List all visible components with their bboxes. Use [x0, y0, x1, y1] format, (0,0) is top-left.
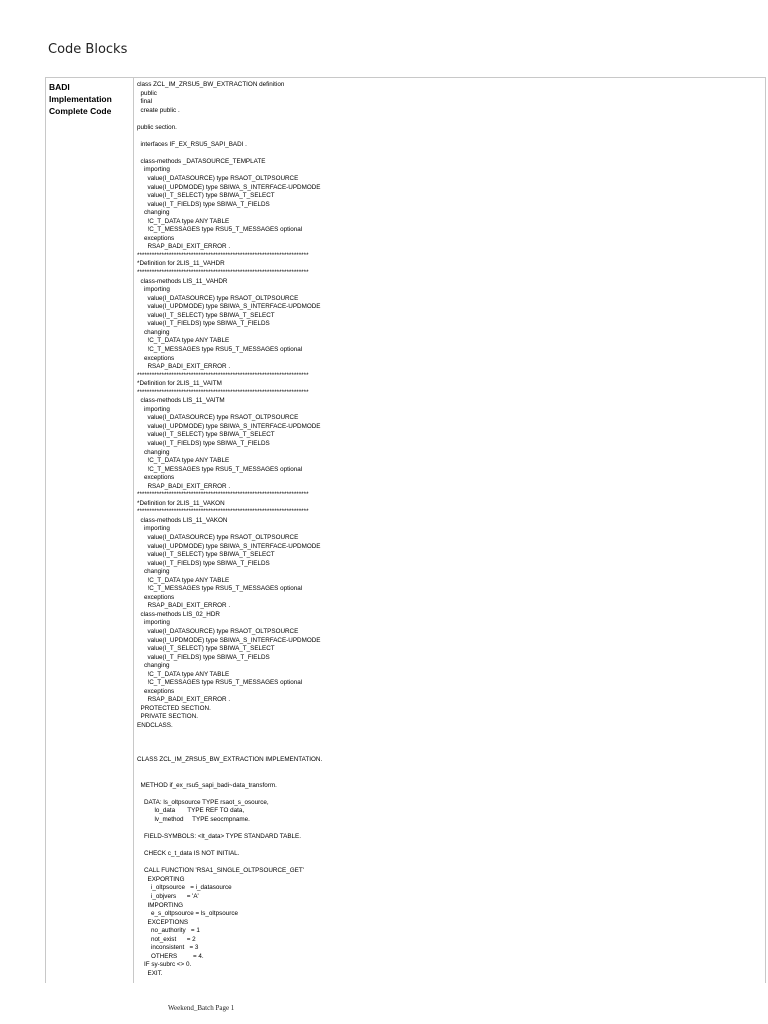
section-label: BADI Implementation Complete Code: [49, 82, 112, 116]
page-title: Code Blocks: [48, 42, 128, 57]
code-block: class ZCL_IM_ZRSU5_BW_EXTRACTION definition public final create public . public section. interfaces IF_EX_RSU5_SAPI_BADI . class-methods _DATASOURCE_TEMPLATE importing value(I_DATASOURCE) type RSAOT_OLTPSOURCE value(I_UPDMODE) type SBIWA_S_INTERFACE-UPDMODE value(I_T_SELECT) type SBIWA_T_SELECT value(I_T_FIELDS) type SBIWA_T_FIELDS changing !C_T_DATA type ANY TABLE !C_T_MESSAGES type RSU5_T_MESSAGES optional exceptions RSAP_BADI_EXIT_ERROR . ********************************************************************** *Definition for 2LIS_11_VAHDR ********************************************************************** class-methods LIS_11_VAHDR importing value(I_DATASOURCE) type RSAOT_OLTPSOURCE value(I_UPDMODE) type SBIWA_S_INTERFACE-UPDMODE value(I_T_SELECT) type SBIWA_T_SELECT value(I_T_FIELDS) type SBIWA_T_FIELDS changing !C_T_DATA type ANY TABLE !C_T_MESSAGES type RSU5_T_MESSAGES optional exceptions RSAP_BADI_EXIT_ERROR . ********************************************************************** *Definition for 2LIS_11_VAITM ********************************************************************** class-methods LIS_11_VAITM importing value(I_DATASOURCE) type RSAOT_OLTPSOURCE value(I_UPDMODE) type SBIWA_S_INTERFACE-UPDMODE value(I_T_SELECT) type SBIWA_T_SELECT value(I_T_FIELDS) type SBIWA_T_FIELDS changing !C_T_DATA type ANY TABLE !C_T_MESSAGES type RSU5_T_MESSAGES optional exceptions RSAP_BADI_EXIT_ERROR . ********************************************************************** *Definition for 2LIS_11_VAKON ********************************************************************** class-methods LIS_11_VAKON importing value(I_DATASOURCE) type RSAOT_OLTPSOURCE value(I_UPDMODE) type SBIWA_S_INTERFACE-UPDMODE value(I_T_SELECT) type SBIWA_T_SELECT value(I_T_FIELDS) type SBIWA_T_FIELDS changing !C_T_DATA type ANY TABLE !C_T_MESSAGES type RSU5_T_MESSAGES optional exceptions RSAP_BADI_EXIT_ERROR . class-methods LIS_02_HDR importing value(I_DATASOURCE) type RSAOT_OLTPSOURCE value(I_UPDMODE) type SBIWA_S_INTERFACE-UPDMODE value(I_T_SELECT) type SBIWA_T_SELECT value(I_T_FIELDS) type SBIWA_T_FIELDS changing !C_T_DATA type ANY TABLE !C_T_MESSAGES type RSU5_T_MESSAGES optional exceptions RSAP_BADI_EXIT_ERROR . PROTECTED SECTION. PRIVATE SECTION. ENDCLASS. CLASS ZCL_IM_ZRSU5_BW_EXTRACTION IMPLEMENTATION. METHOD if_ex_rsu5_sapi_badi~data_transform. DATA: ls_oltpsource TYPE rsaot_s_osource, lo_data TYPE REF TO data, lv_method TYPE seocmpname. FIELD-SYMBOLS: <lt_data> TYPE STANDARD TABLE. CHECK c_t_data IS NOT INITIAL. CALL FUNCTION 'RSA1_SINGLE_OLTPSOURCE_GET' EXPORTING i_oltpsource = i_datasource i_objvers = 'A' IMPORTING e_s_oltpsource = ls_oltpsource EXCEPTIONS no_authority = 1 not_exist = 2 inconsistent = 3 OTHERS = 4. IF sy-subrc <> 0. EXIT.: [137, 81, 323, 977]
code-table: [45, 77, 766, 983]
label-cell: [46, 78, 134, 983]
page-footer: Weekend_Batch Page 1: [168, 1004, 235, 1012]
